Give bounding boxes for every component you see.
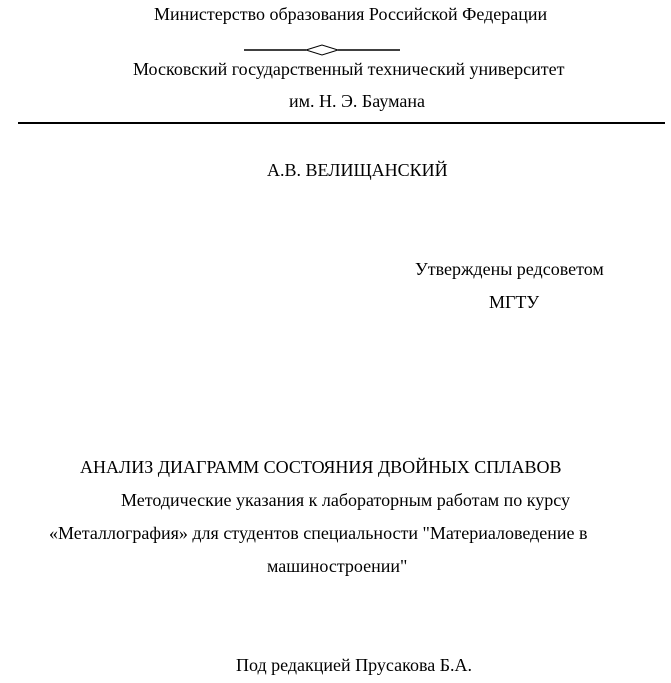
author-name: А.В. ВЕЛИЩАНСКИЙ <box>267 160 448 180</box>
approval-line-1: Утверждены редсоветом <box>415 259 604 279</box>
ministry-heading: Министерство образования Российской Федерации <box>154 4 548 24</box>
university-name-suffix: им. Н. Э. Баумана <box>289 91 425 111</box>
header-divider-rule <box>18 122 665 124</box>
editor-credit: Под редакцией Прусакова Б.А. <box>236 655 473 675</box>
approval-line-2: МГТУ <box>489 292 540 312</box>
diamond-ornament-divider <box>244 42 400 58</box>
description-line-1: Методические указания к лабораторным работам по курсу <box>121 490 571 510</box>
document-title: АНАЛИЗ ДИАГРАММ СОСТОЯНИЯ ДВОЙНЫХ СПЛАВОВ <box>80 457 562 477</box>
university-name: Московский государственный технический университет <box>133 59 565 79</box>
description-line-2: «Металлография» для студентов специальности "Материаловедение в <box>49 523 588 543</box>
description-line-3: машиностроении" <box>267 556 408 576</box>
